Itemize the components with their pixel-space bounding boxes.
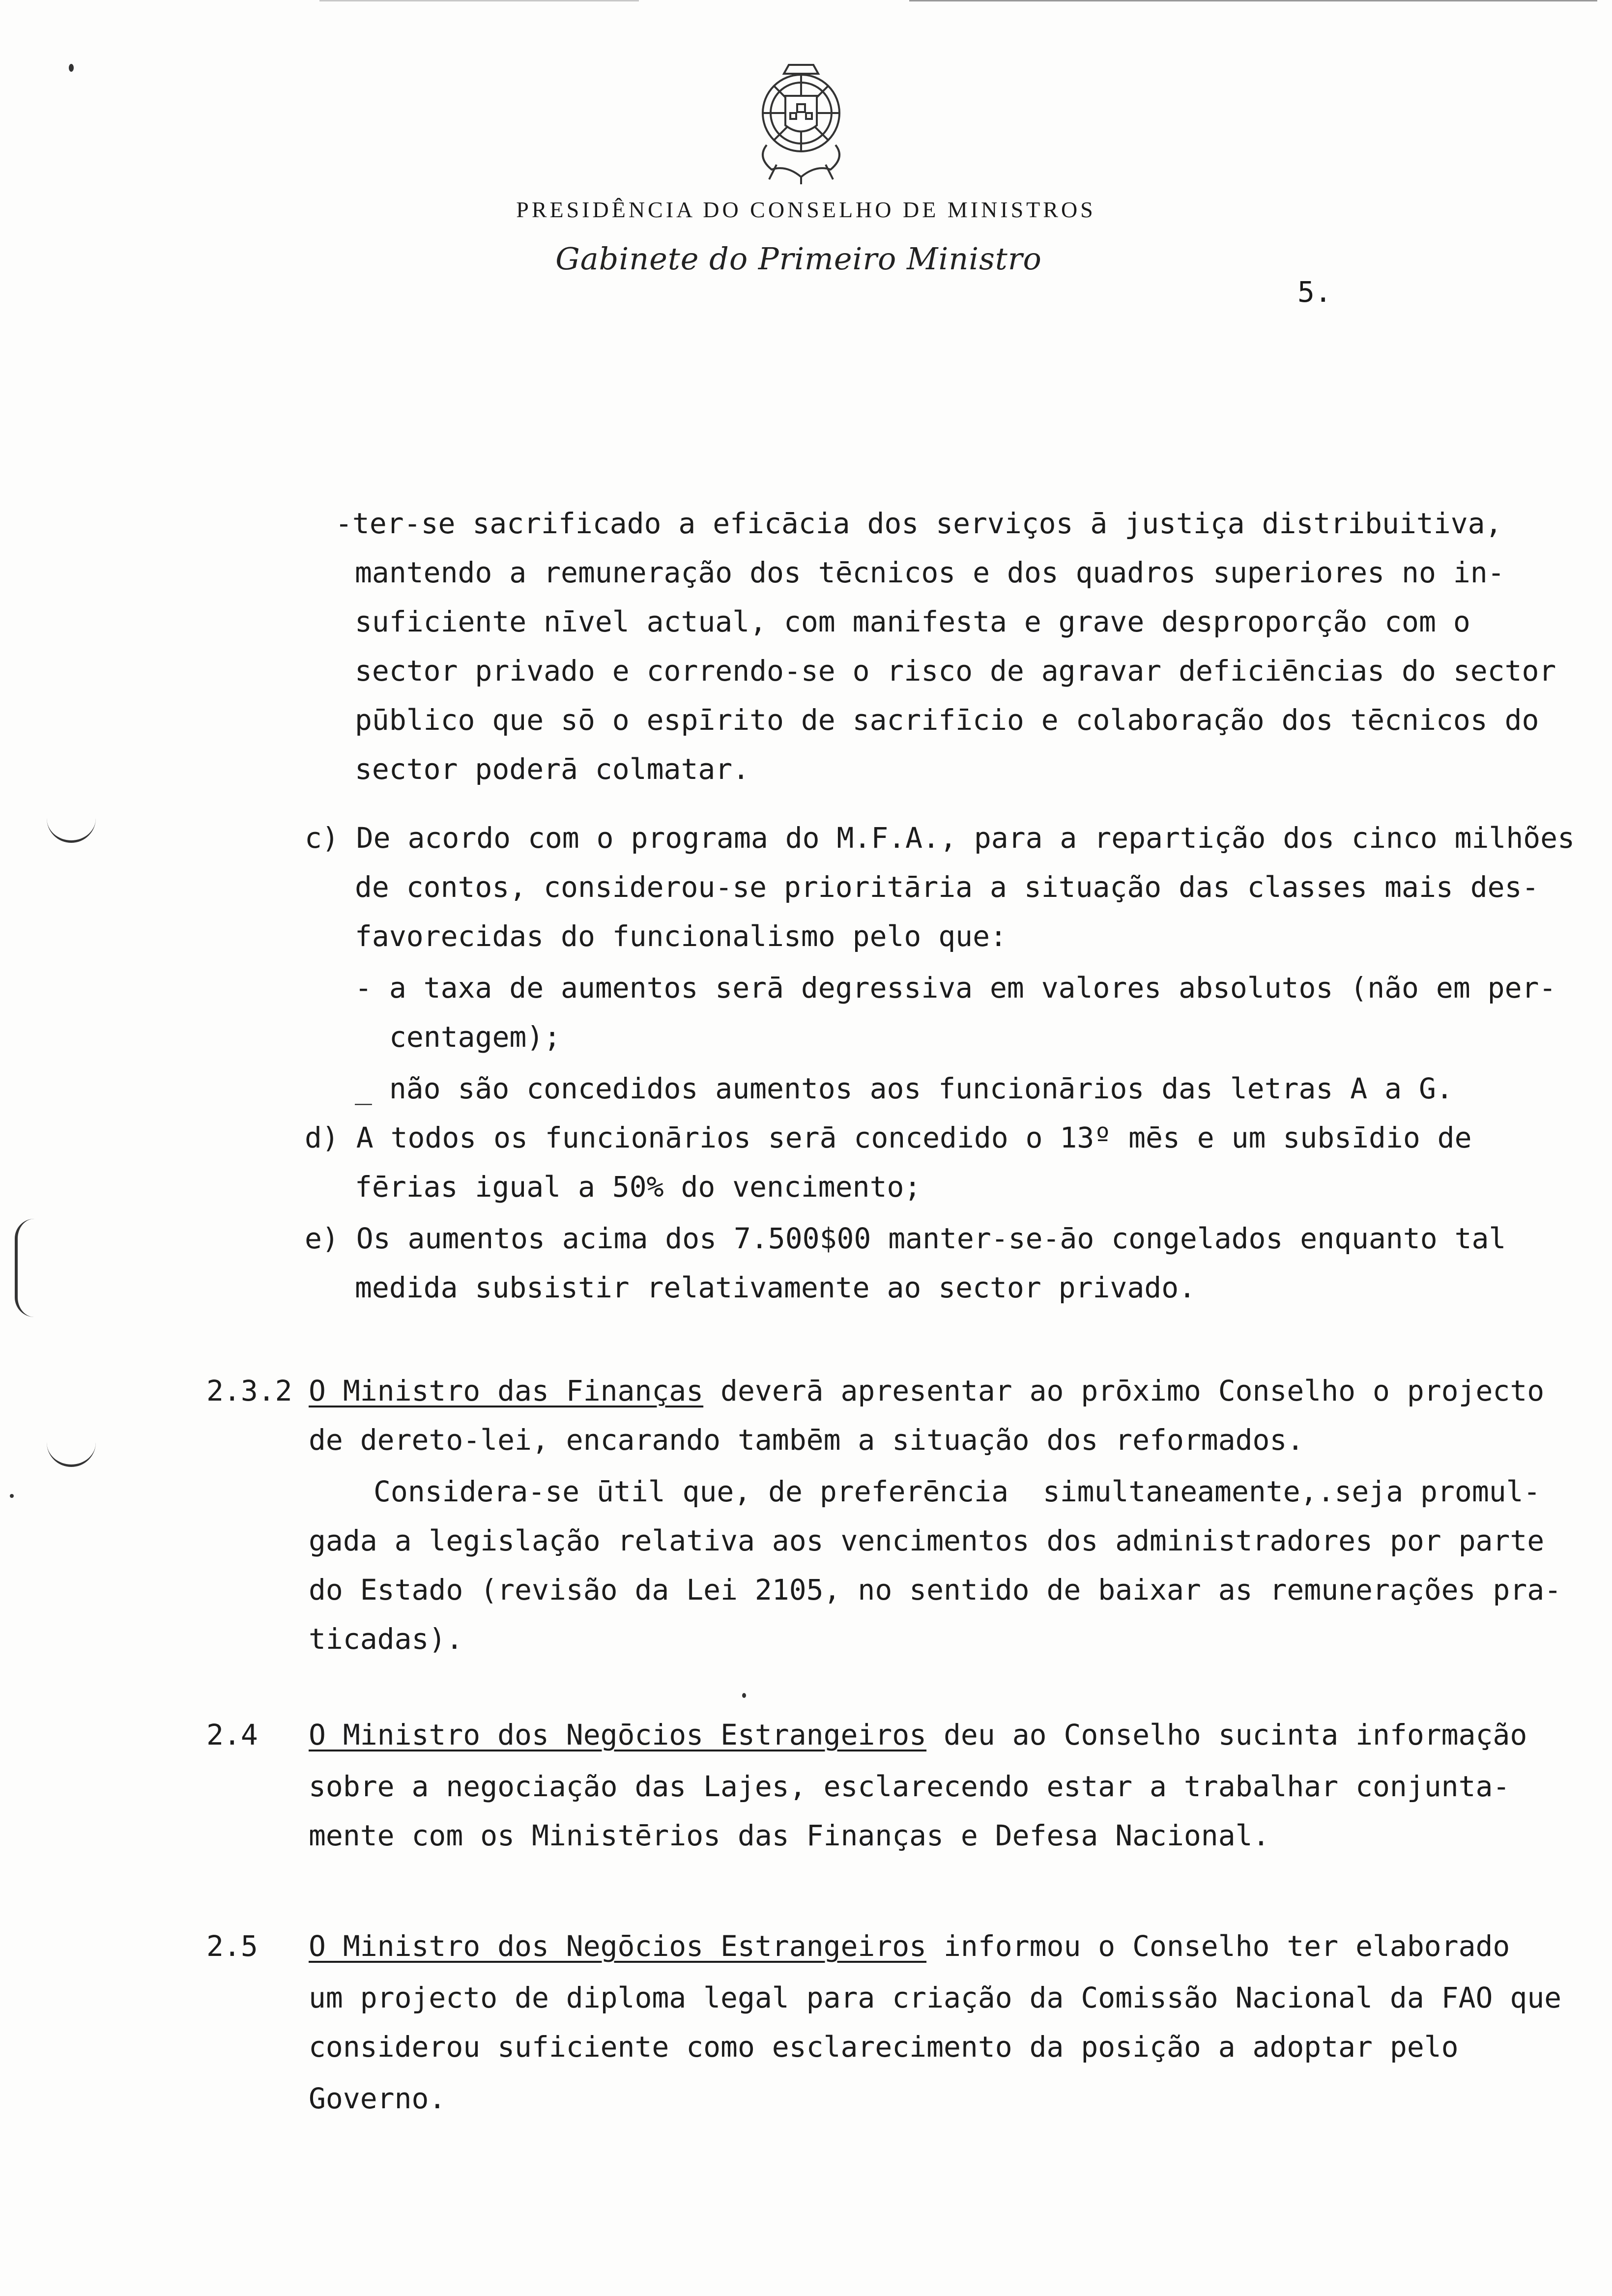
scan-dot	[10, 1494, 14, 1498]
paragraph-line: suficiente nīvel actual, com manifesta e grave desproporção com o	[355, 605, 1470, 638]
paragraph-line: sector poderā colmatar.	[355, 752, 750, 786]
list-item-d: d) A todos os funcionārios serā concedido o 13º mēs e um subsīdio de	[305, 1121, 1472, 1154]
paragraph-line: fērias igual a 50% do vencimento;	[355, 1170, 921, 1204]
section-number: 2.3.2	[206, 1374, 292, 1407]
section-line-rest: deu ao Conselho sucinta informação	[926, 1718, 1527, 1751]
section-subject: O Ministro das Finanças	[309, 1374, 704, 1407]
section-number: 2.4	[206, 1718, 258, 1751]
paragraph-line: favorecidas do funcionalismo pelo que:	[355, 919, 1007, 953]
section-first-line	[309, 1926, 1510, 1966]
paragraph-line: um projecto de diploma legal para criação da Comissão Nacional da FAO que	[309, 1981, 1562, 2014]
portuguese-coat-of-arms-icon	[727, 59, 875, 187]
section-subject: O Ministro dos Negōcios Estrangeiros	[309, 1718, 927, 1751]
paragraph-line: mente com os Ministērios das Finanças e Defesa Nacional.	[309, 1819, 1270, 1852]
list-item-e: e) Os aumentos acima dos 7.500$00 manter-se-āo congelados enquanto tal	[305, 1222, 1506, 1255]
scan-top-rule	[319, 0, 639, 1]
paragraph-line: Considera-se ūtil que, de preferēncia simultaneamente,.seja promul-	[374, 1475, 1541, 1508]
section-number: 2.5	[206, 1929, 258, 1963]
scan-dot	[742, 1693, 746, 1698]
paragraph-line: medida subsistir relativamente ao sector privado.	[355, 1271, 1196, 1304]
page-number: 5.	[1297, 275, 1332, 309]
paragraph-line: sobre a negociação das Lajes, esclarecendo estar a trabalhar conjunta-	[309, 1770, 1510, 1803]
section-line-rest: informou o Conselho ter elaborado	[926, 1929, 1510, 1963]
paragraph-line: do Estado (revisão da Lei 2105, no sentido de baixar as remunerações pra-	[309, 1573, 1562, 1607]
paragraph-line: sector privado e correndo-se o risco de agravar deficiēncias do sector	[355, 654, 1556, 688]
paragraph-line: pūblico que sō o espīrito de sacrifīcio e colaboração dos tēcnicos do	[355, 703, 1539, 737]
list-item-c: c) De acordo com o programa do M.F.A., para a repartição dos cinco milhões	[305, 821, 1575, 855]
scan-dot	[69, 64, 74, 72]
section-line-rest: deverā apresentar ao prōximo Conselho o projecto	[703, 1374, 1545, 1407]
scan-top-rule	[909, 0, 1597, 1]
paragraph-line: de dereto-lei, encarando tambēm a situação dos reformados.	[309, 1423, 1304, 1457]
scan-bracket-mark	[47, 816, 96, 843]
bullet-item: - a taxa de aumentos serā degressiva em valores absolutos (não em per-	[355, 971, 1556, 1004]
paragraph-line: de contos, considerou-se prioritāria a situação das classes mais des-	[355, 870, 1539, 904]
section-first-line	[309, 1715, 1527, 1754]
cabinet-subtitle: Gabinete do Primeiro Ministro	[555, 241, 1042, 277]
paragraph-line: -ter-se sacrificado a eficācia dos serviços ā justiça distribuitiva,	[335, 507, 1502, 540]
section-subject: O Ministro dos Negōcios Estrangeiros	[309, 1929, 927, 1963]
scan-paren-mark	[15, 1219, 37, 1317]
paragraph-line: ticadas).	[309, 1622, 463, 1656]
ministry-title: PRESIDÊNCIA DO CONSELHO DE MINISTROS	[516, 197, 1096, 222]
paragraph-line: mantendo a remuneração dos tēcnicos e dos quadros superiores no in-	[355, 556, 1505, 589]
paragraph-line: considerou suficiente como esclarecimento da posição a adoptar pelo	[309, 2030, 1459, 2064]
scan-bracket-mark	[47, 1440, 96, 1467]
section-first-line	[309, 1371, 1544, 1410]
paragraph-line: centagem);	[389, 1020, 561, 1054]
paragraph-line: Governo.	[309, 2082, 446, 2115]
bullet-item: _ não são concedidos aumentos aos funcionārios das letras A a G.	[355, 1072, 1453, 1105]
paragraph-line: gada a legislação relativa aos vencimentos dos administradores por parte	[309, 1524, 1545, 1557]
